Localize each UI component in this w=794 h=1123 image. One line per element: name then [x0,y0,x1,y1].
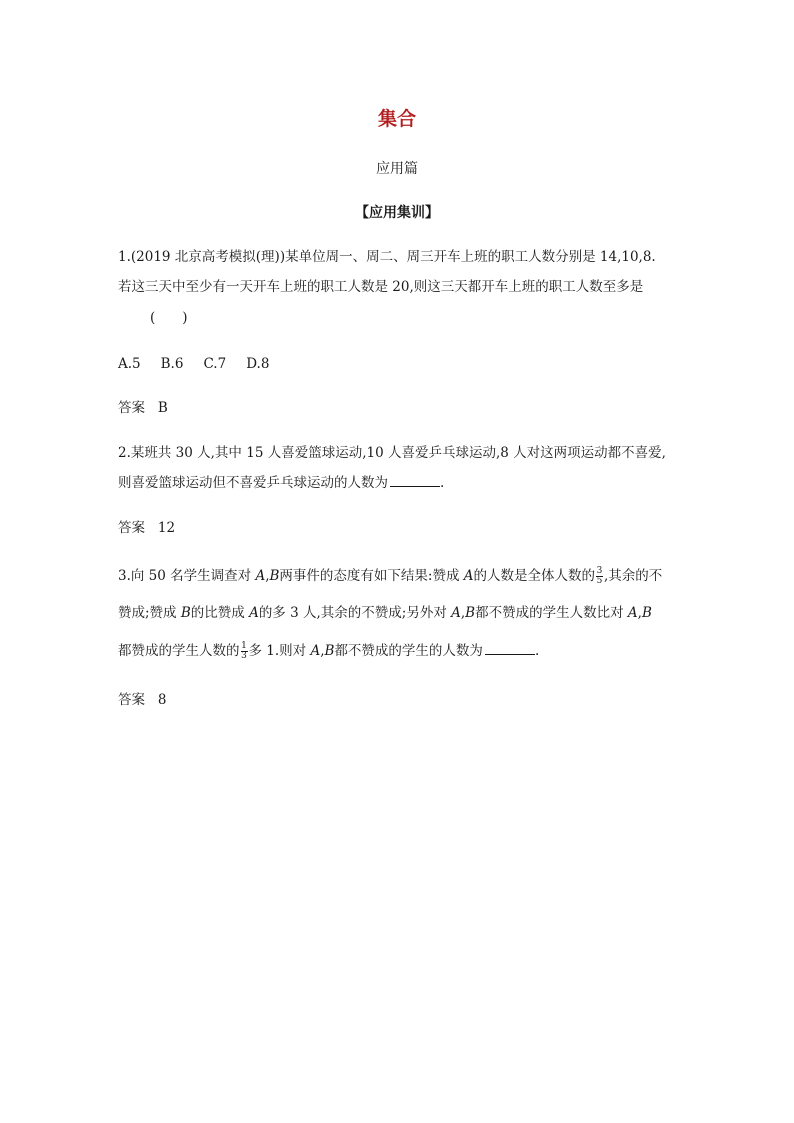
q2-line2 [118,473,678,493]
var-b: B [180,605,191,621]
var-a: A [451,605,461,621]
q1-options [118,354,678,374]
var-b: B [641,605,652,621]
var-b: B [465,605,476,621]
fraction-three-fifths [596,567,603,586]
var-a: A [255,568,266,584]
q2-end: . [440,475,445,491]
q2-answer [118,518,678,538]
var-b: B [269,568,280,584]
q1-option-b: B.6 [160,356,184,372]
section-heading: 【应用集训】 [355,205,439,221]
q1-option-c: C.7 [203,356,227,372]
q1-line1: 1.(2019 北京高考模拟(理))某单位周一、周二、周三开车上班的职工人数分别是 14,10,8. [118,249,656,265]
q3-line3 [118,641,678,661]
answer-value: 12 [157,520,176,536]
q3-text: 两事件的态度有如下结果:赞成 [279,568,464,584]
q3-text: 都不赞成的学生的人数为 [334,643,483,659]
q3-text: 的多 3 人,其余的不赞成;另外对 [258,605,452,621]
answer-label: 答案 [118,400,145,416]
answer-value: B [157,400,168,416]
q3-line2 [118,603,678,623]
q3-end: . [534,643,540,659]
q3-comma: , [460,605,466,621]
fill-blank [390,474,440,487]
var-a: A [249,605,259,621]
fraction-numerator: 3 [596,566,603,576]
fill-blank [485,642,535,655]
q3-text: 都不赞成的学生人数比对 [475,605,628,621]
q3-text: 赞成;赞成 [118,605,181,621]
fraction-one-third [241,642,248,661]
var-a: A [627,605,638,621]
q1-line2: 若这三天中至少有一天开车上班的职工人数是 20,则这三天都开车上班的职工人数至多是 [118,279,644,295]
q3-text: 多 1.则对 [248,643,311,659]
fraction-denominator: 5 [596,576,603,586]
var-a: A [463,568,474,584]
q3-comma: , [637,605,642,621]
page-subtitle: 应用篇 [376,161,418,177]
q3-comma: , [320,643,325,659]
answer-label: 答案 [118,520,145,536]
var-b: B [324,643,335,659]
fraction-numerator: 1 [241,641,247,651]
q1-option-a: A.5 [118,356,141,372]
q1-answer [118,398,678,418]
fraction-denominator: 3 [241,651,247,661]
q3-answer [118,690,678,710]
q1-option-d: D.8 [246,356,270,372]
q3-text: ,其余的不 [604,568,663,584]
answer-value: 8 [157,692,167,708]
var-a: A [310,643,321,659]
q2-line1: 2.某班共 30 人,其中 15 人喜爱篮球运动,10 人喜爱乒乓球运动,8 人对这两项运动都不喜爱, [118,445,666,461]
q3-text: 都赞成的学生人数的 [118,643,240,659]
q2-line2-text: 则喜爱篮球运动但不喜爱乒乓球运动的人数为 [118,475,388,491]
page-title: 集合 [377,108,416,130]
q3-comma: , [265,568,270,584]
q3-text: 的人数是全体人数的 [473,568,595,584]
q1-answer-paren: ( ) [150,310,188,326]
q3-text: 的比赞成 [190,605,250,621]
answer-label: 答案 [118,692,145,708]
q3-line1 [118,566,678,586]
q3-text: 3.向 50 名学生调查对 [118,568,256,584]
